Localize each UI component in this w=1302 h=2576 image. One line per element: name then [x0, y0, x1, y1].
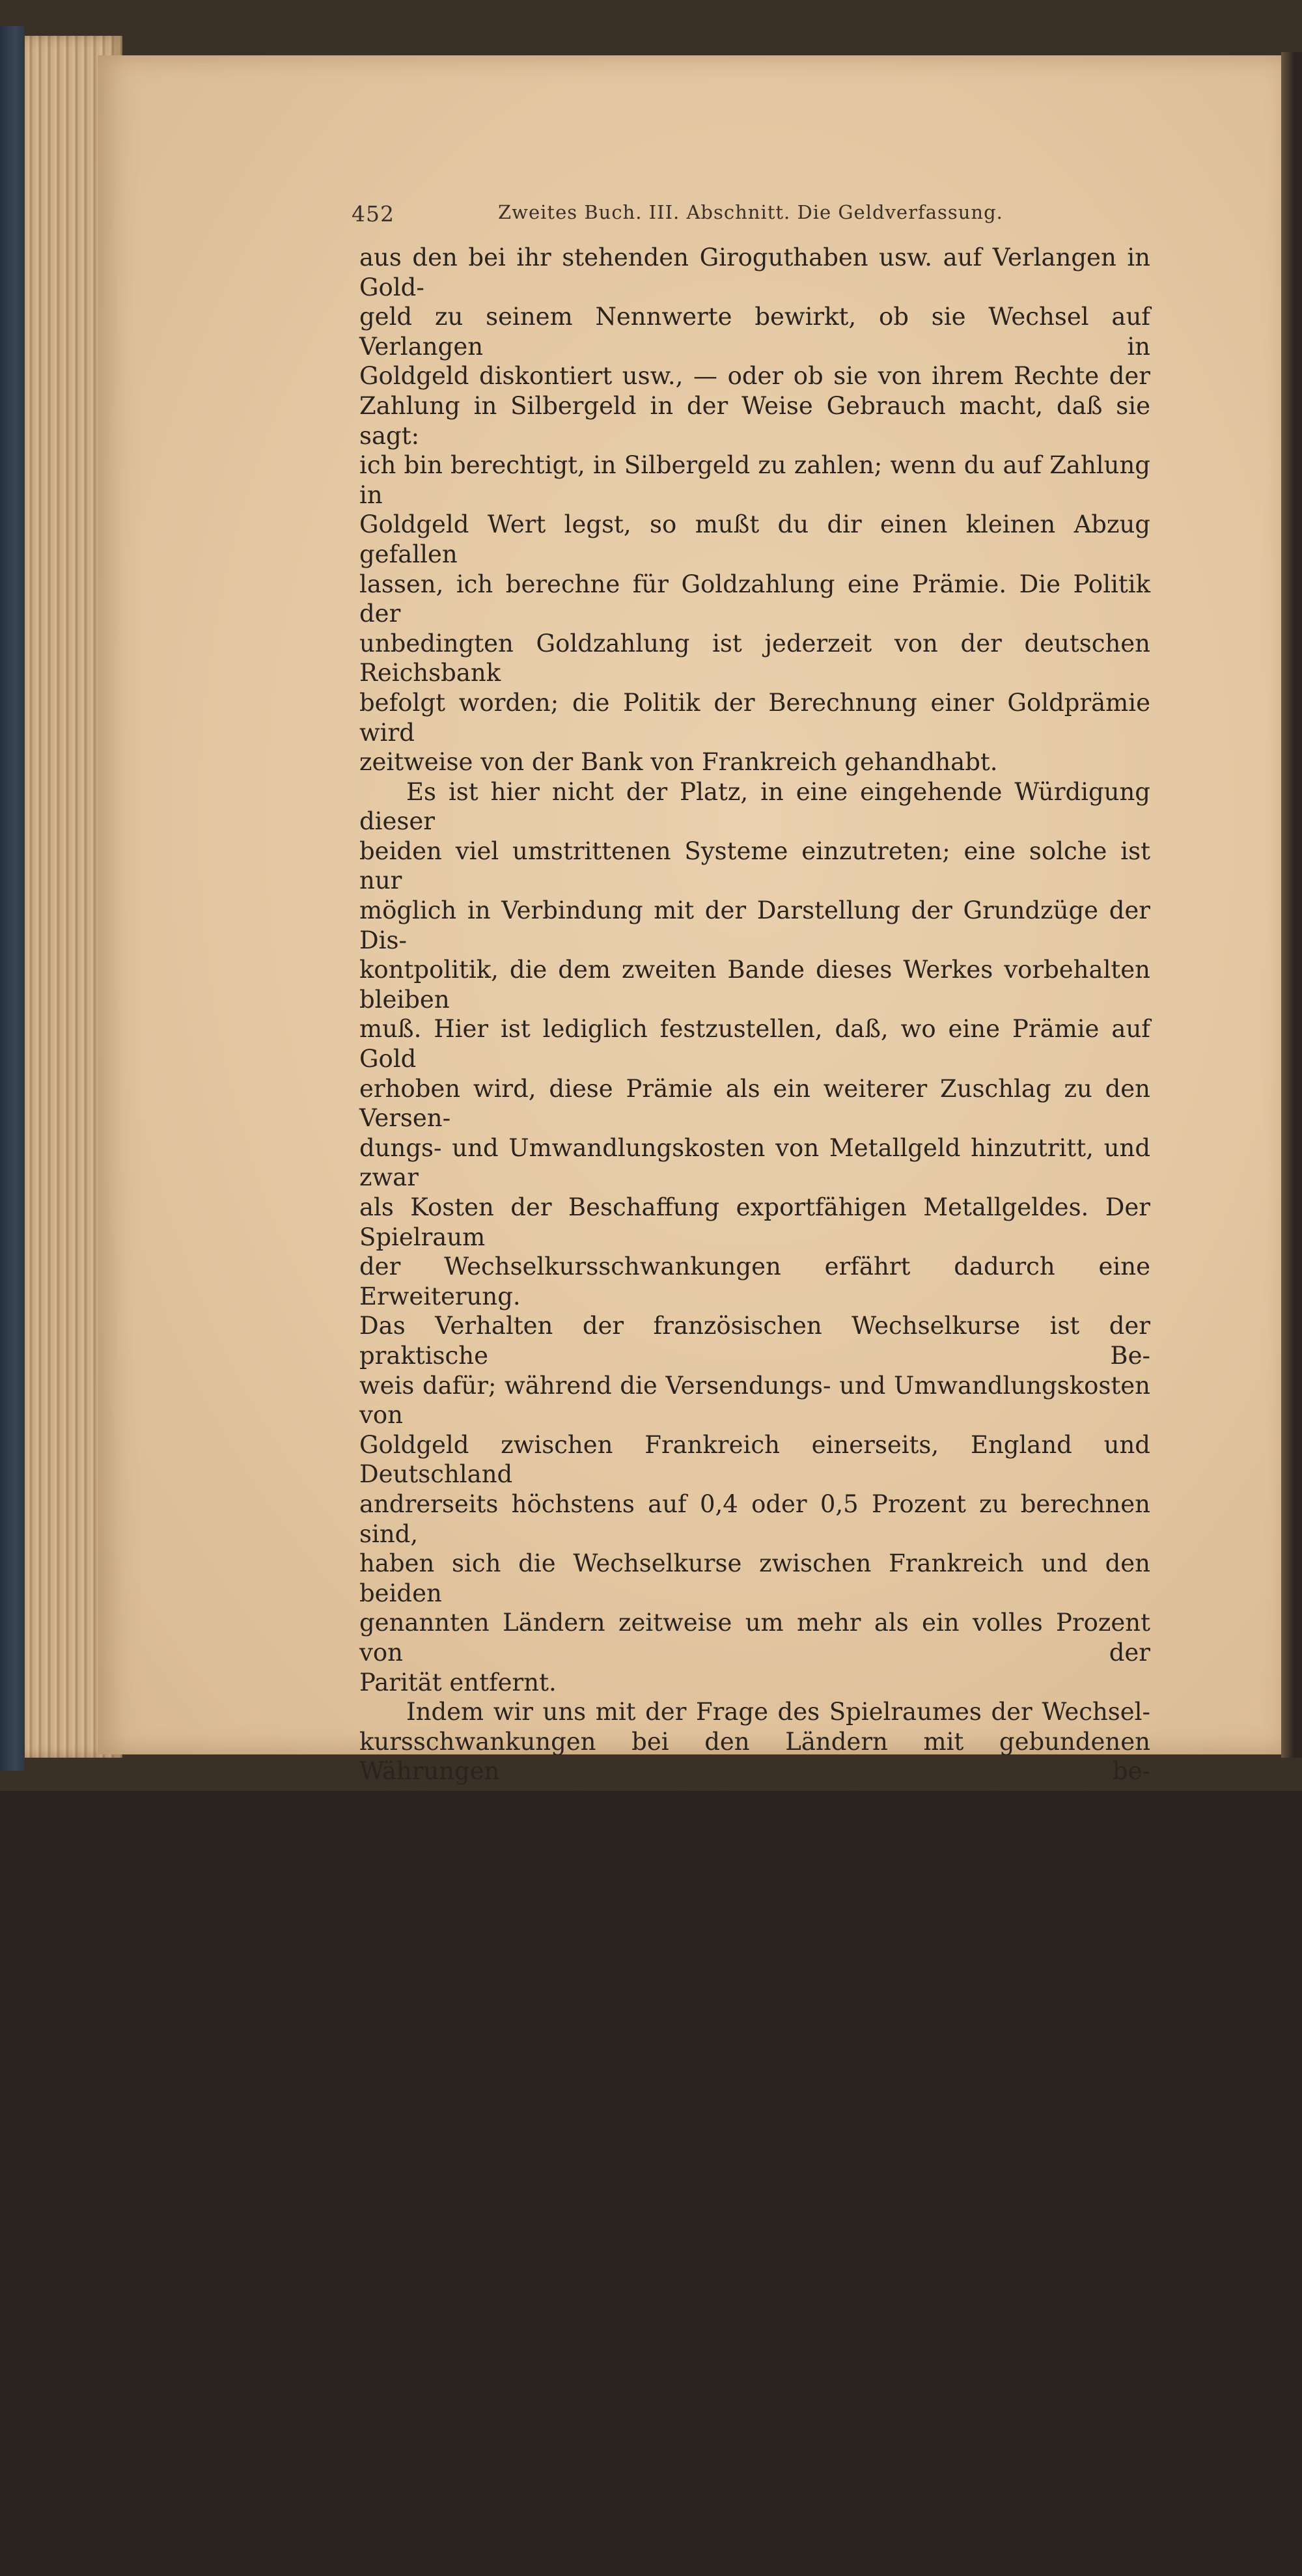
- text-line: muß. Hier ist lediglich festzustellen, daß, wo eine Prämie auf Gold: [359, 1015, 1150, 1073]
- paragraph-1: [359, 243, 1150, 777]
- text-line: aus den bei ihr stehenden Giroguthaben usw. auf Verlangen in Gold-: [359, 243, 1150, 301]
- page-number: 452: [352, 201, 395, 227]
- text-line: beruht. Über die Bestimmungsgründe der Zahlungsbilanz, von deren: [359, 2024, 1150, 2083]
- text-line: Goldpunkte begrenzten Bewegungen hervorrufen, während die Pari-: [359, 2517, 1150, 2575]
- text-line: Zahlung in Silbergeld in der Weise Gebrauch macht, daß sie sagt:: [359, 391, 1150, 450]
- text-line: Gestaltung die Versorgung der einzelnen Volkswirtschaften mit Metall-: [359, 2083, 1150, 2142]
- text-line: bot und Nachfrage nach Zahlungsmitteln für das Ausland, welches Ver-: [359, 1905, 1150, 1963]
- text-line: dungs- und Umwandlungskosten von Metallgeld hinzutritt, und zwar: [359, 1133, 1150, 1192]
- section-heading: § 4. Die Valutaschwankungen im Verhältnisse von Gold- und Silberwährungen.: [428, 2249, 1082, 2301]
- text-line: [359, 1964, 1150, 2023]
- text-line: In dem Verhältnisse der auf derselben Metallgrundlage be-: [406, 2309, 1150, 2338]
- book-cover-left: [0, 26, 25, 1771]
- text-line: lassen, ich berechne für Goldzahlung eine Prämie. Die Politik der: [359, 570, 1150, 628]
- text-line: ich bin berechtigt, in Silbergeld zu zahlen; wenn du auf Zahlung in: [359, 451, 1150, 509]
- text-line: als Kosten der Beschaffung exportfähigen Metallgeldes. Der Spielraum: [359, 1193, 1150, 1251]
- text-line: andrerseits höchstens auf 0,4 oder 0,5 Prozent zu berechnen sind,: [359, 1489, 1150, 1548]
- text-line: kungen der Zahlungsbilanz nur die geringfügigen durch die beiden: [359, 2458, 1150, 2516]
- text-line: haben sich die Wechselkurse zwischen Frankreich und den beiden: [359, 1549, 1150, 1607]
- text-line: geld im wesentlichen abhängt, wird an anderer Stelle ausführlicher zu: [359, 2143, 1150, 2201]
- text-line: zeitweise von der Bank von Frankreich gehandhabt.: [359, 748, 998, 777]
- spaced-term: „internationalen Zahlungsbilanz“: [359, 1965, 1150, 2023]
- text-line: Goldgeld diskontiert usw., — oder ob sie von ihrem Rechte der: [359, 362, 1150, 391]
- paragraph-3: [359, 1697, 1150, 2232]
- paragraph-2: [359, 777, 1150, 1697]
- text-line: rungsverfassung aufrecht erhalten bleibt, auch die stärksten Schwan-: [359, 2398, 1150, 2457]
- text-line: sprechen sein.: [359, 2202, 537, 2231]
- running-title: Zweites Buch. III. Abschnitt. Die Geldverfassung.: [498, 201, 1003, 223]
- text-line: Goldgeld Wert legst, so mußt du dir einen kleinen Abzug gefallen: [359, 510, 1150, 568]
- text-line: Goldgeld zwischen Frankreich einerseits, England und Deutschland: [359, 1430, 1150, 1489]
- book-cover-right: [1281, 52, 1302, 1758]
- text-line: Das Verhalten der französischen Wechselkurse ist der praktische Be-: [359, 1312, 1150, 1370]
- text-line: Indem wir uns mit der Frage des Spielraumes der Wechsel-: [406, 1698, 1150, 1726]
- text-line: kontpolitik, die dem zweiten Bande dieses Werkes vorbehalten bleiben: [359, 956, 1150, 1014]
- text-fragment: hältnis seinerseits auf der: [359, 1965, 837, 1993]
- text-line: geld zu seinem Nennwerte bewirkt, ob sie Wechsel auf Verlangen in: [359, 303, 1150, 361]
- text-line: weis dafür; während die Versendungs- und Umwandlungskosten von: [359, 1371, 1150, 1430]
- paragraph-4: [359, 2309, 1150, 2576]
- text-line: Parität entfernt.: [359, 1668, 557, 1697]
- text-line: angedeutet werden: die Veränderungen des Verhältnisses von Ange-: [359, 1846, 1150, 1904]
- text-line: unbedingten Goldzahlung ist jederzeit von der deutschen Reichsbank: [359, 629, 1150, 687]
- text-line: erhoben wird, diese Prämie als ein weiterer Zuschlag zu den Versen-: [359, 1074, 1150, 1133]
- running-head: [352, 197, 1198, 230]
- text-line: befolgt worden; die Politik der Berechnung einer Goldprämie wird: [359, 688, 1150, 747]
- text-line: Es ist hier nicht der Platz, in eine eingehende Würdigung dieser: [359, 777, 1150, 836]
- text-line: beiden viel umstrittenen Systeme einzutreten; eine solche ist nur: [359, 837, 1150, 895]
- body-text: [359, 243, 1150, 2576]
- text-line: schäftigen, mußten gleichzeitig die Ursachen dieser Schwankungen: [359, 1786, 1150, 1845]
- text-line: der Wechselkursschwankungen erfährt dadurch eine Erweiterung.: [359, 1253, 1150, 1310]
- text-line: möglich in Verbindung mit der Darstellung der Grundzüge der Dis-: [359, 896, 1150, 954]
- text-line: ruhenden gebundenen Valuten können, solange beiderseits die Wäh-: [359, 2339, 1150, 2398]
- text-line: kursschwankungen bei den Ländern mit gebundenen Währungen be-: [359, 1727, 1150, 1786]
- text-line: genannten Ländern zeitweise um mehr als ein volles Prozent von der: [359, 1609, 1150, 1667]
